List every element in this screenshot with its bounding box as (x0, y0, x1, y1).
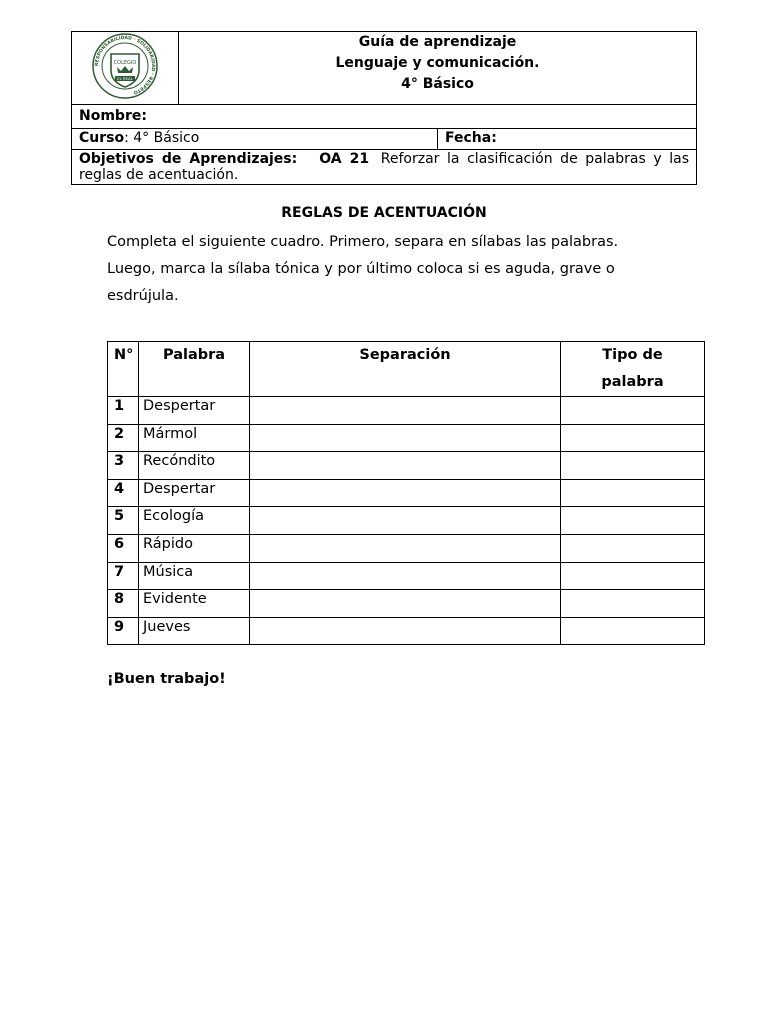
row-separation-cell[interactable] (250, 479, 561, 507)
col-header-word: Palabra (139, 342, 250, 397)
logo-cell (72, 32, 179, 105)
instruction-line: Luego, marca la sílaba tónica y por último coloca si es aguda, grave o (107, 261, 615, 277)
row-word: Recóndito (139, 452, 250, 480)
school-crest-logo (91, 32, 159, 100)
row-number: 7 (108, 562, 139, 590)
row-number: 9 (108, 617, 139, 645)
objetivos-label: Objetivos de Aprendizajes: (79, 151, 298, 167)
crest-text-colegio: COLEGIO (113, 60, 137, 66)
curso-label: Curso (79, 130, 125, 146)
table-row (108, 479, 705, 507)
title-line-3: 4° Básico (401, 76, 474, 92)
title-line-1: Guía de aprendizaje (358, 34, 517, 50)
row-type-cell[interactable] (561, 590, 705, 618)
table-row (108, 452, 705, 480)
row-type-cell[interactable] (561, 562, 705, 590)
closing-message: ¡Buen trabajo! (107, 671, 226, 687)
table-row (108, 397, 705, 425)
objetivos-cell (72, 150, 697, 185)
fecha-field[interactable] (438, 129, 697, 150)
row-number: 2 (108, 424, 139, 452)
crest-text-el-real: EL REAL (117, 76, 133, 81)
col-header-type: Tipo de palabra (561, 342, 705, 397)
row-number: 1 (108, 397, 139, 425)
row-word: Ecología (139, 507, 250, 535)
row-number: 6 (108, 534, 139, 562)
row-separation-cell[interactable] (250, 452, 561, 480)
col-header-num: N° (108, 342, 139, 397)
table-row (108, 590, 705, 618)
row-separation-cell[interactable] (250, 617, 561, 645)
row-number: 8 (108, 590, 139, 618)
row-type-cell[interactable] (561, 452, 705, 480)
row-word: Despertar (139, 397, 250, 425)
instructions (107, 229, 667, 310)
row-number: 5 (108, 507, 139, 535)
words-table (107, 341, 705, 645)
row-type-cell[interactable] (561, 507, 705, 535)
row-number: 3 (108, 452, 139, 480)
table-row (108, 534, 705, 562)
row-type-cell[interactable] (561, 479, 705, 507)
row-word: Mármol (139, 424, 250, 452)
section-title: REGLAS DE ACENTUACIÓN (281, 205, 487, 221)
row-separation-cell[interactable] (250, 562, 561, 590)
curso-field (72, 129, 438, 150)
header-table (71, 31, 697, 185)
table-row (108, 424, 705, 452)
row-number: 4 (108, 479, 139, 507)
row-type-cell[interactable] (561, 397, 705, 425)
table-row (108, 617, 705, 645)
row-separation-cell[interactable] (250, 397, 561, 425)
instruction-line: esdrújula. (107, 288, 179, 304)
col-header-separation: Separación (250, 342, 561, 397)
objetivos-text: Reforzar la clasificación de palabras y las reglas de acentuación. (79, 151, 690, 183)
row-type-cell[interactable] (561, 424, 705, 452)
curso-value: : 4° Básico (124, 130, 200, 146)
crest-ring-text: RESPONSABILIDAD · SOLIDARIDAD · RESPETO (94, 35, 156, 95)
row-separation-cell[interactable] (250, 507, 561, 535)
row-type-cell[interactable] (561, 617, 705, 645)
row-separation-cell[interactable] (250, 534, 561, 562)
row-type-cell[interactable] (561, 534, 705, 562)
row-word: Despertar (139, 479, 250, 507)
row-word: Rápido (139, 534, 250, 562)
nombre-field[interactable] (72, 105, 697, 129)
instruction-line: Completa el siguiente cuadro. Primero, separa en sílabas las palabras. (107, 234, 619, 250)
row-word: Música (139, 562, 250, 590)
row-separation-cell[interactable] (250, 424, 561, 452)
row-separation-cell[interactable] (250, 590, 561, 618)
table-row (108, 562, 705, 590)
title-cell (179, 32, 697, 105)
fecha-label: Fecha: (445, 130, 497, 146)
title-line-2: Lenguaje y comunicación. (335, 55, 540, 71)
row-word: Jueves (139, 617, 250, 645)
table-row (108, 507, 705, 535)
row-word: Evidente (139, 590, 250, 618)
nombre-label: Nombre: (79, 108, 147, 124)
oa-code: OA 21 (319, 151, 370, 167)
